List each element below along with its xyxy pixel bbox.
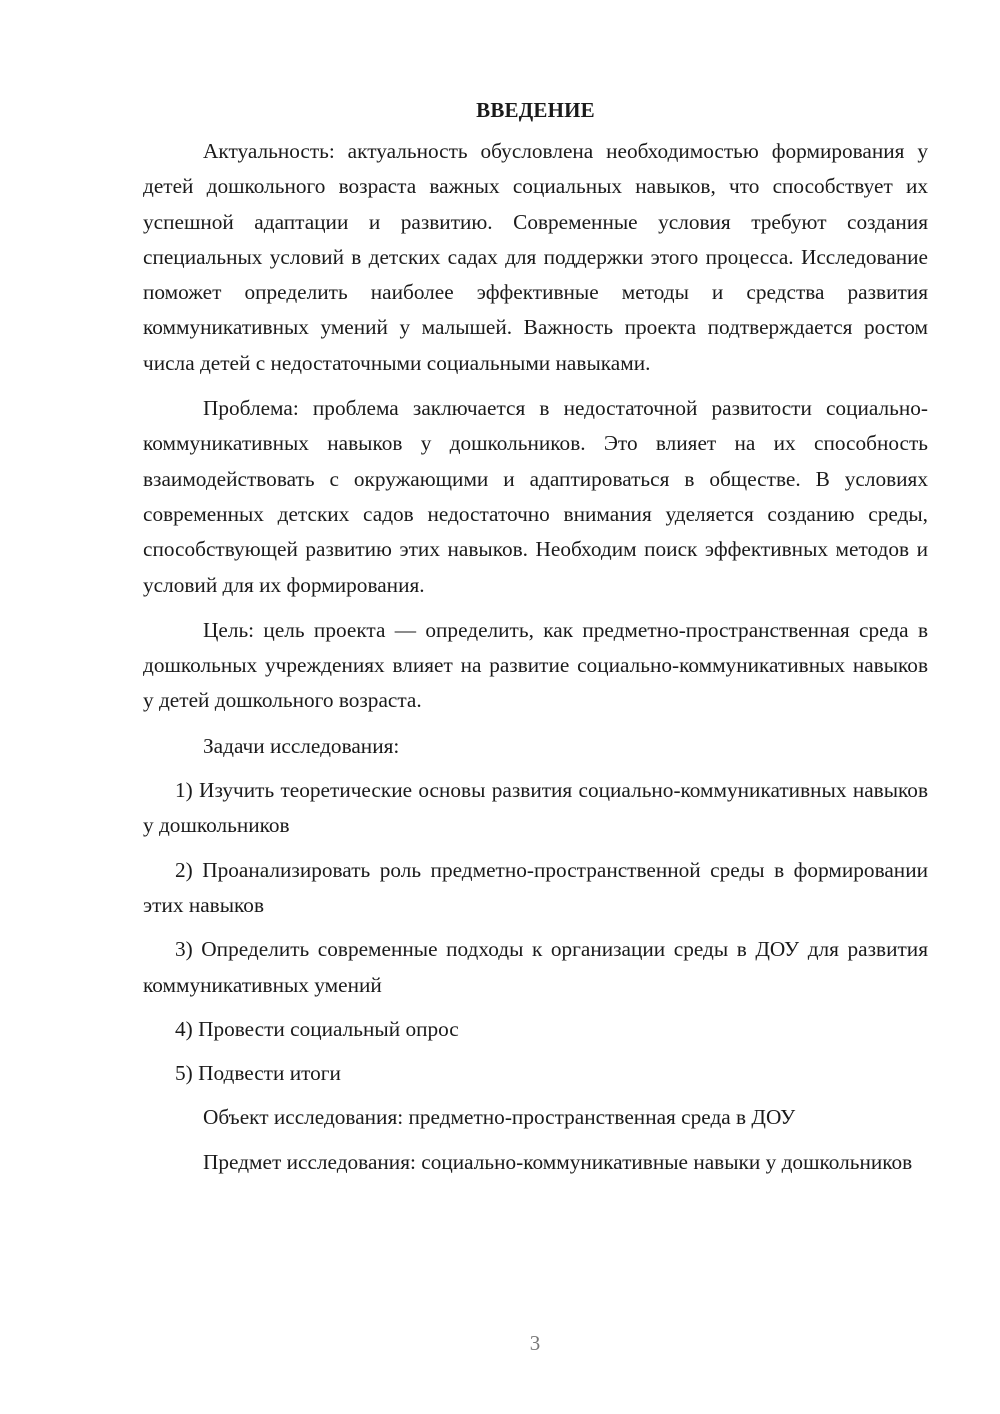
- document-page: [143, 92, 928, 1180]
- task-item-5: 5) Подвести итоги: [175, 1061, 341, 1086]
- task-item-4: 4) Провести социальный опрос: [175, 1016, 459, 1041]
- page-number: 3: [529, 1331, 541, 1355]
- relevance-paragraph: Актуальность: актуальность обусловлена необходимостью формирования у детей дошкольного возраста важных социальных навыков, что способствует их успешной адаптации и развитию. Современные условия требуют создания специальных условий в детских садах для поддержки этого процесса. Исследование поможет определить наиболее эффективные методы и средства развития коммуникативных умений у малышей. Важность проекта подтверждается ростом числа детей с недостаточными социальными навыками.: [143, 139, 928, 375]
- task-item-1: 1) Изучить теоретические основы развития социально-коммуникативных навыков у дошкольников: [143, 778, 928, 838]
- tasks-title: Задачи исследования:: [203, 733, 400, 758]
- section-heading: ВВЕДЕНИЕ: [476, 98, 595, 122]
- goal-paragraph: Цель: цель проекта — определить, как предметно-пространственная среда в дошкольных учреждениях влияет на развитие социально-коммуникативных навыков у детей дошкольного возраста.: [143, 617, 928, 713]
- task-item-3: 3) Определить современные подходы к организации среды в ДОУ для развития коммуникативных умений: [143, 937, 928, 997]
- problem-paragraph: Проблема: проблема заключается в недостаточной развитости социально-коммуникативных навыков у дошкольников. Это влияет на их способность взаимодействовать с окружающими и адаптироваться в обществе. В условиях современных детских садов недостаточно внимания уделяется созданию среды, способствующей развитию этих навыков. Необходим поиск эффективных методов и условий для их формирования.: [143, 396, 928, 597]
- task-item-2: 2) Проанализировать роль предметно-пространственной среды в формировании этих навыков: [143, 857, 928, 917]
- subject-paragraph: Предмет исследования: социально-коммуникативные навыки у дошкольников: [203, 1149, 913, 1174]
- object-paragraph: Объект исследования: предметно-пространственная среда в ДОУ: [203, 1105, 796, 1130]
